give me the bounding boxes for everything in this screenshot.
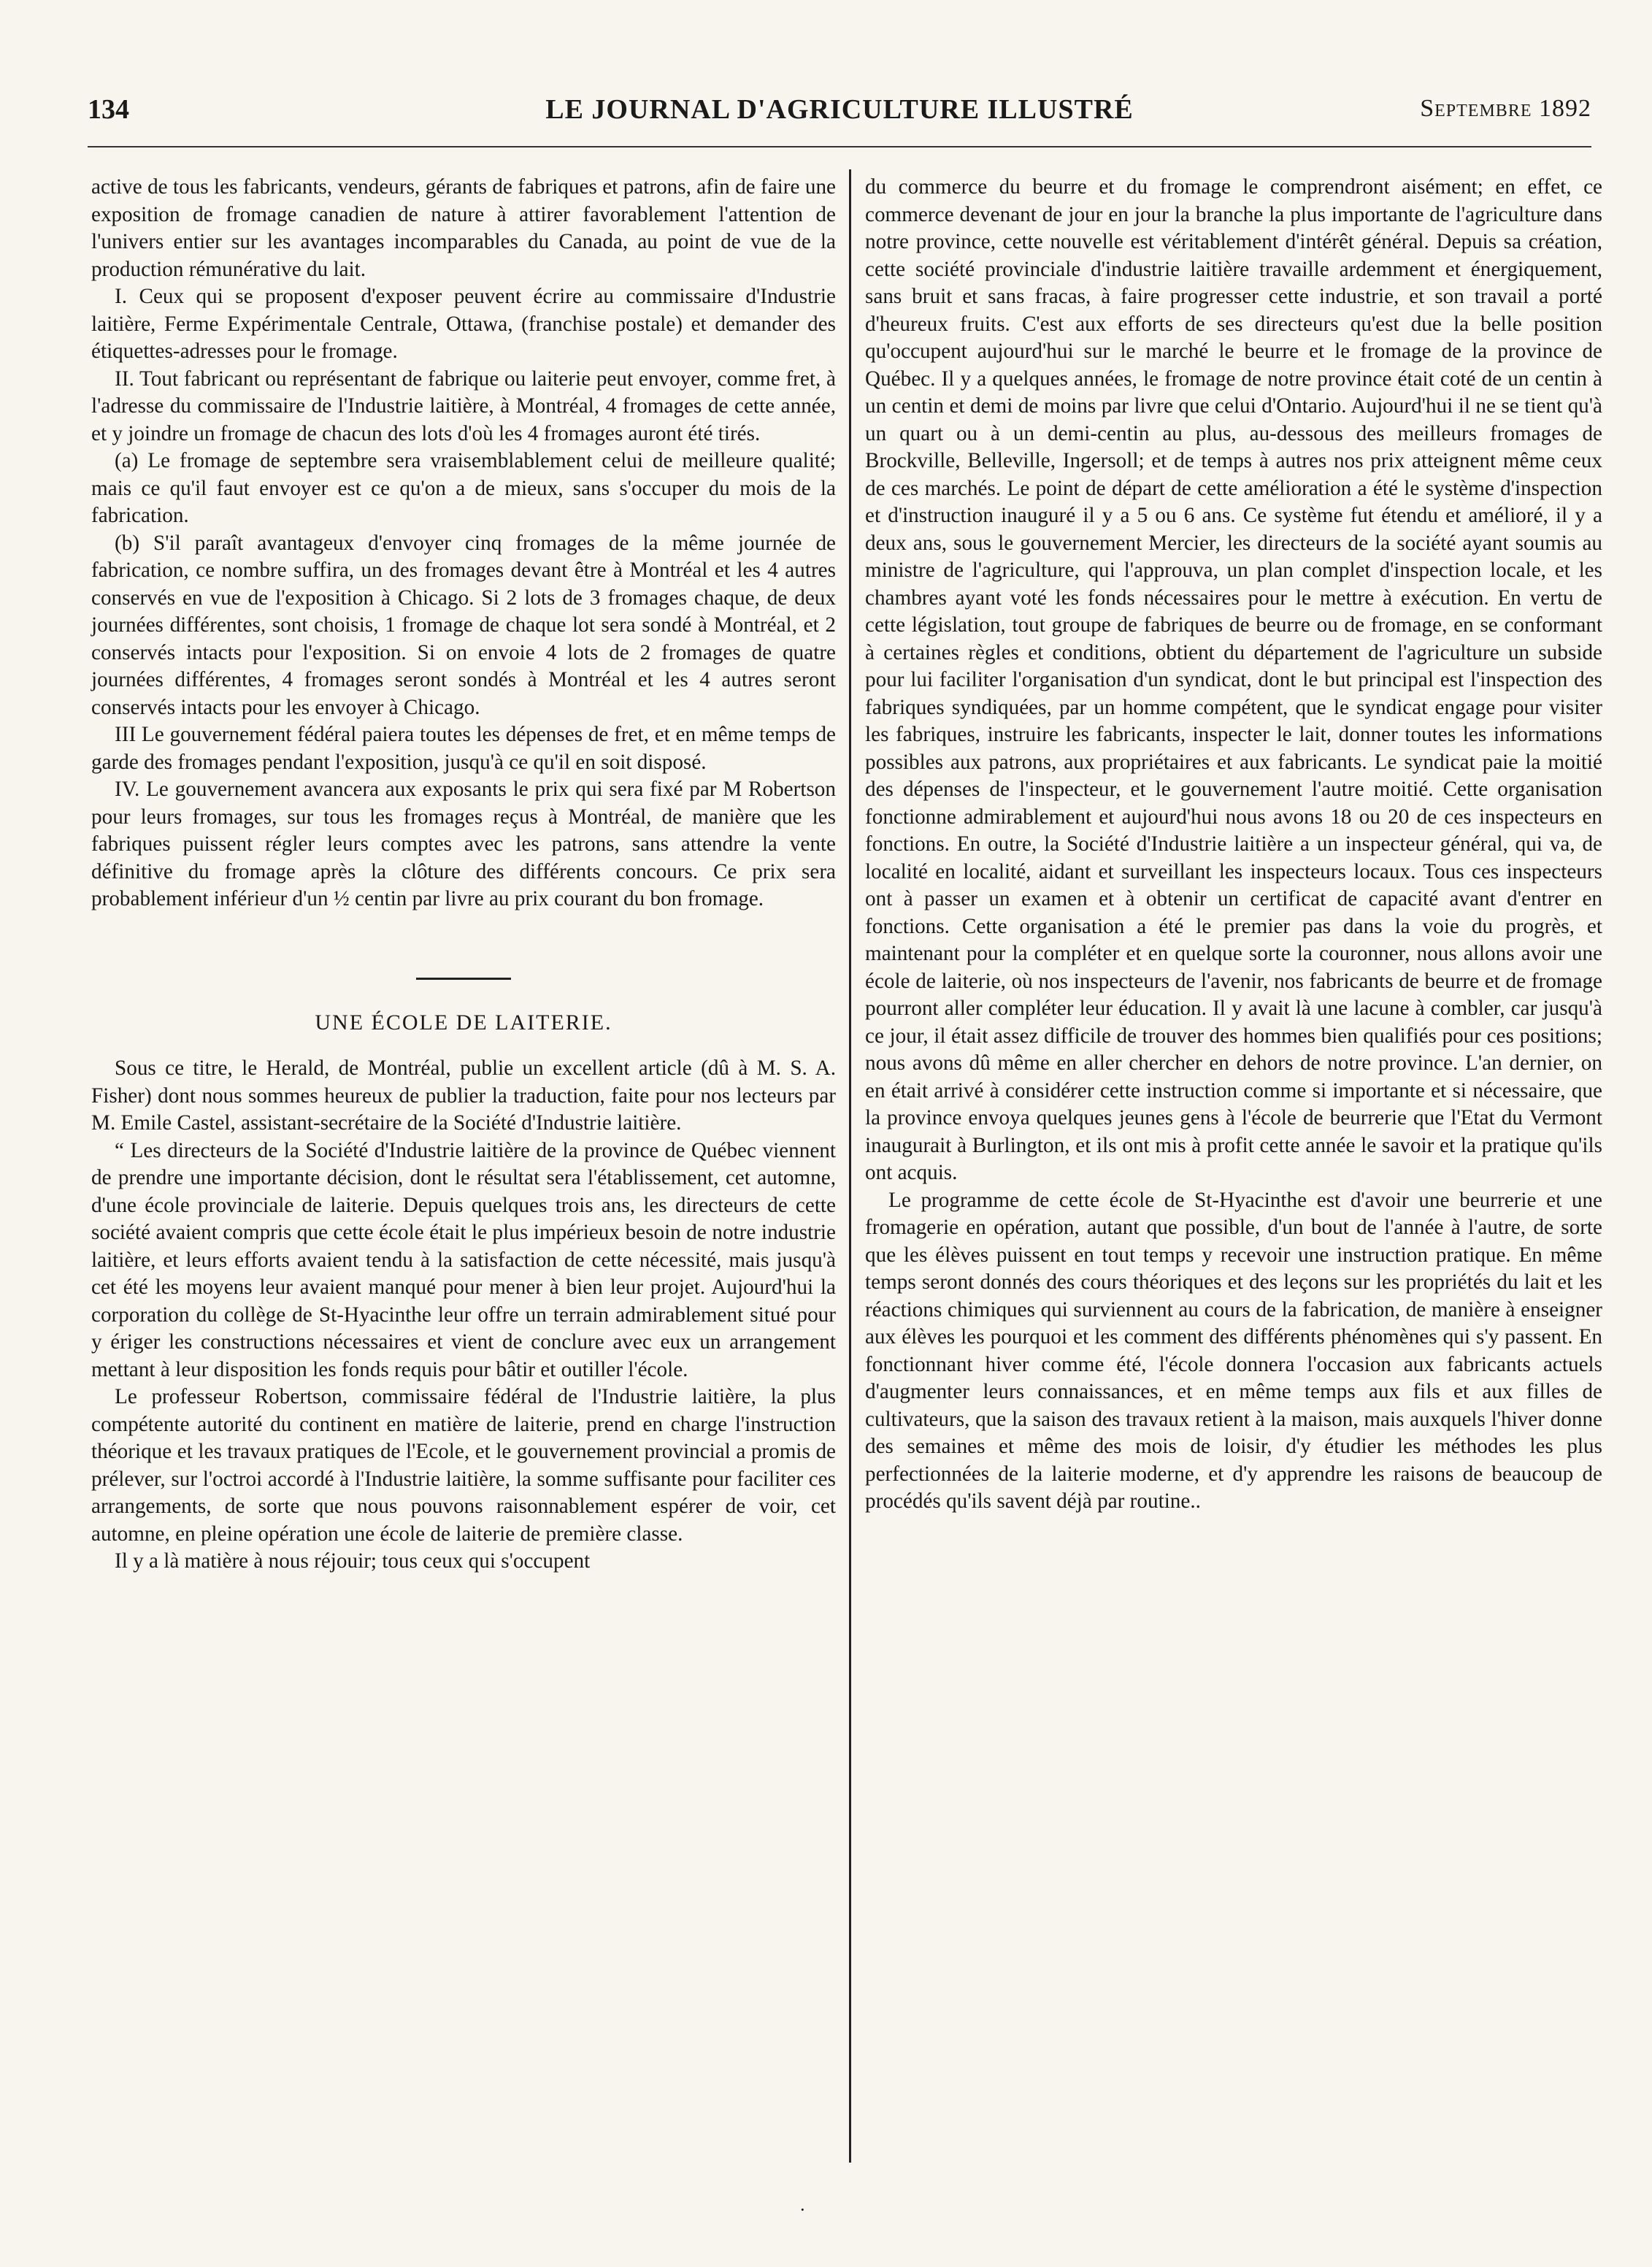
paragraph-matiere: Il y a là matière à nous réjouir; tous ceux qui s'occupent — [115, 1549, 591, 1573]
section-title: UNE ÉCOLE DE LAITERIE. — [315, 1010, 612, 1035]
right-column — [865, 174, 1602, 1516]
paragraph-rule-a: (a) Le fromage de septembre sera vraisemblablement celui de meilleure qualité; mais ce qu'il faut envoyer est ce qu'on a de mieux, sans s'occuper du mois de la fabrication. — [91, 449, 836, 527]
paragraph-commerce: du commerce du beurre et du fromage le comprendront aisément; en effet, ce commerce devenant de jour en jour la branche la plus importante de l'agriculture dans notre province, cette nouvelle est véritablement d'intérêt général. Depuis sa création, cette société provinciale d'industrie laitière travaille ardemment et énergiquement, sans bruit et sans fracas, à faire progresser cette industrie, et son travail a porté d'heureux fruits. C'est aux efforts de ses directeurs qu'est due la belle position qu'occupent aujourd'hui sur le marché le beurre et le fromage de la province de Québec. Il y a quelques années, le fromage de notre province était coté de un centin à un centin et demi de moins par livre que celui d'Ontario. Aujourd'hui il ne se tient qu'à un quart ou à un demi-centin au plus, au-dessous des meilleurs fromages de Brockville, Belleville, Ingersoll; et de temps à autres nos prix atteignent même ceux de ces marchés. Le point de départ de cette amélioration a été le système d'inspection et d'instruction inauguré il y a 5 ou 6 ans. Ce système fut étendu et amélioré, il y a deux ans, sous le gouvernement Mercier, les directeurs de la société ayant soumis au ministre de l'agriculture, qui l'approuva, un plan complet d'inspection locale, et les chambres ayant voté les fonds nécessaires pour le mettre à exécution. En vertu de cette législation, tout groupe de fabriques de beurre ou de fromage, en se conformant à certaines règles et conditions, obtient du département de l'agriculture un subside pour lui faciliter l'organisation d'un syndicat, dont le but principal est l'inspection des fabriques syndiquées, par un homme compétent, que le syndicat engage pour visiter les fabriques, instruire les fabricants, inspecter le lait, donner toutes les informations possibles aux patrons, aux propriétaires et aux fabricants. Le syndicat paie la moitié des dépenses de l'inspecteur, et le gouvernement l'autre moitié. Cette organisation fonctionne admirablement et aujourd'hui nous avons 18 ou 20 de ces inspecteurs en fonctions. En outre, la Société d'Industrie laitière a un inspecteur général, qui va, de localité en localité, aidant et surveillant les inspecteurs locaux. Tous ces inspecteurs ont à passer un examen et à obtenir un certificat de capacité avant d'entrer en fonctions. Cette organisation a été le premier pas dans la voie du progrès, et maintenant pour la compléter et en quelque sorte la couronner, nous allons avoir une école de laiterie, où nos inspecteurs de l'avenir, nos fabricants de beurre et de fromage pourront aller compléter leur éducation. Il y avait là une lacune à combler, car jusqu'à ce jour, il était assez difficile de trouver des hommes bien qualifiés pour ces positions; nous avons dû même en aller chercher en dehors de notre province. L'an dernier, on en était arrivé à considérer cette instruction comme si importante et si nécessaire, que la province envoya quelques jeunes gens à l'école de beurrerie que l'Etat du Vermont inaugurait à Burlington, et ils ont mis à profit cette année le savoir et la pratique qu'ils ont acquis. — [865, 175, 1602, 1184]
paragraph-rule-ii: II. Tout fabricant ou représentant de fabrique ou laiterie peut envoyer, comme fret, à l'adresse du commissaire de l'Industrie laitière, à Montréal, 4 fromages de cette année, et y joindre un fromage de chacun des lots d'où les 4 fromages auront été tirés. — [91, 367, 836, 445]
journal-title: LE JOURNAL D'AGRICULTURE ILLUSTRÉ — [545, 94, 1134, 125]
page-header — [88, 93, 1591, 137]
paragraph-intro: active de tous les fabricants, vendeurs, gérants de fabriques et patrons, afin de faire une exposition de fromage canadien de nature à attirer favorablement l'attention de l'univers entier sur les avantages incomparables du Canada, au point de vue de la production rémunérative du lait. — [91, 175, 836, 281]
paragraph-programme: Le programme de cette école de St-Hyacinthe est d'avoir une beurrerie et une fromagerie en opération, autant que possible, d'un bout de l'année à l'autre, de sorte que les élèves puissent en tout temps y recevoir une instruction pratique. En même temps seront donnés des cours théoriques et des leçons sur les propriétés du lait et les réactions chimiques qui surviennent au cours de la fabrication, de manière à enseigner aux élèves les pourquoi et les comment des différents phénomènes qui s'y passent. En fonctionnant hiver comme été, l'école donnera l'occasion aux fabricants actuels d'augmenter leurs connaissances, et en même temps aux fils et aux filles de cultivateurs, que la saison des travaux retient à la maison, mais auxquels l'hiver donne des semaines et même des mois de loisir, d'y étudier les méthodes les plus perfectionnées de la laiterie moderne, et d'y apprendre les raisons de beaucoup de procédés qu'ils savent déjà par routine.. — [865, 1188, 1602, 1513]
paragraph-rule-b: (b) S'il paraît avantageux d'envoyer cinq fromages de la même journée de fabrication, ce nombre suffira, un des fromages devant être à Montréal et les 4 autres conservés en vue de l'exposition à Chicago. Si 2 lots de 3 fromages chaque, de deux journées différentes, sont choisis, 1 fromage de chaque lot sera sondé à Montréal, et 2 conservés intacts pour l'exposition. Si on envoie 4 lots de 2 fromages de quatre journées différentes, 4 fromages seront sondés à Montréal et les 4 autres seront conservés intacts pour les envoyer à Chicago. — [91, 531, 836, 719]
paragraph-rule-i: I. Ceux qui se proposent d'exposer peuvent écrire au commissaire d'Industrie laitière, Ferme Expérimentale Centrale, Ottawa, (franchise postale) et demander des étiquettes-adresses pour le fromage. — [91, 285, 836, 363]
header-rule — [88, 146, 1591, 147]
paragraph-robertson: Le professeur Robertson, commissaire fédéral de l'Industrie laitière, la plus compétente autorité du continent en matière de laiterie, prend en charge l'instruction théorique et les travaux pratiques de l'Ecole, et le gouvernement provincial a promis de prélever, sur l'octroi accordé à l'Industrie laitière, la somme suffisante pour faciliter ces arrangements, de sorte que nous pouvons raisonnablement espérer de voir, cet automne, en pleine opération une école de laiterie de première classe. — [91, 1385, 836, 1546]
page-number: 134 — [88, 94, 129, 125]
paragraph-herald: Sous ce titre, le Herald, de Montréal, publie un excellent article (dû à M. S. A. Fisher) dont nous sommes heureux de publier la traduction, faite pour nos lecteurs par M. Emile Castel, assistant-secrétaire de la Société d'Industrie laitière. — [91, 1056, 836, 1135]
paragraph-rule-iii: III Le gouvernement fédéral paiera toutes les dépenses de fret, et en même temps de garde des fromages pendant l'exposition, jusqu'à ce qu'il en soit disposé. — [91, 723, 836, 774]
column-divider — [849, 169, 851, 2163]
section-separator — [416, 978, 511, 980]
issue-date: Septembre 1892 — [1420, 95, 1591, 122]
paragraph-quote: “ Les directeurs de la Société d'Industrie laitière de la province de Québec viennent de prendre une importante décision, dont le résultat sera l'établissement, cet automne, d'une école provinciale de laiterie. Depuis quelques trois ans, les directeurs de cette société avaient compris que cette école était le plus impérieux besoin de notre industrie laitière, et leurs efforts avaient tendu à la satisfaction de cette nécessité, mais jusqu'à cet été les moyens leur avaient manqué pour mener à bien leur projet. Aujourd'hui la corporation du collège de St-Hyacinthe leur offre un terrain admirablement situé pour y ériger les constructions nécessaires et vient de conclure avec eux un arrangement mettant à leur disposition les fonds requis pour bâtir et outiller l'école. — [91, 1138, 836, 1381]
left-column — [91, 174, 836, 1576]
footer-mark: · — [799, 2199, 806, 2220]
paragraph-rule-iv: IV. Le gouvernement avancera aux exposants le prix qui sera fixé par M Robertson pour leurs fromages, sur tous les fromages reçus à Montréal, de manière que les fabriques puissent régler leurs comptes avec les patrons, sans attendre la vente définitive du fromage après la clôture des différents concours. Ce prix sera probablement inférieur d'un ½ centin par livre au prix courant du bon fromage. — [91, 778, 836, 910]
